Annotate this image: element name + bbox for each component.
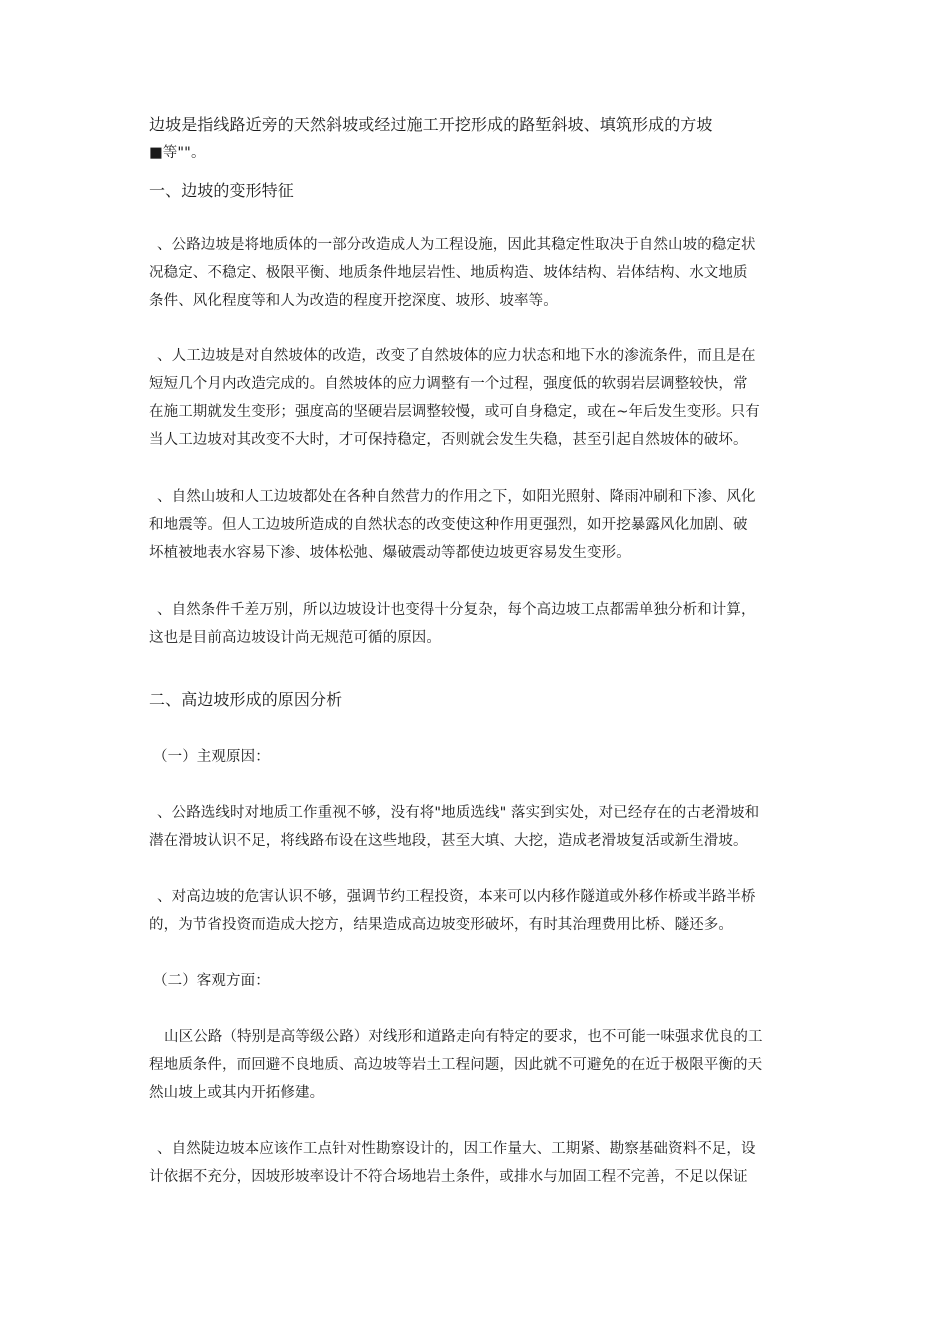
paragraph-line: 然山坡上或其内开拓修建。 <box>149 1085 325 1101</box>
paragraph-line: 和地震等。但人工边坡所造成的自然状态的改变使这种作用更强烈，如开挖暴露风化加剧、破 <box>149 517 748 533</box>
paragraph <box>149 799 809 855</box>
paragraph-line: 计依据不充分，因坡形坡率设计不符合场地岩土条件，或排水与加固工程不完善，不足以保证 <box>149 1169 748 1185</box>
paragraph-line: 山区公路（特别是高等级公路）对线形和道路走向有特定的要求，也不可能一味强求优良的工 <box>164 1029 763 1045</box>
intro-line: ■等""。 <box>149 145 206 161</box>
paragraph <box>149 596 809 652</box>
paragraph-line: 的，为节省投资而造成大挖方，结果造成高边坡变形破坏，有时其治理费用比桥、隧还多。 <box>149 917 733 933</box>
paragraph-line: 条件、风化程度等和人为改造的程度开挖深度、坡形、坡率等。 <box>149 293 558 309</box>
paragraph-line: 、公路边坡是将地质体的一部分改造成人为工程设施，因此其稳定性取决于自然山坡的稳定状 <box>157 237 756 253</box>
subsection-heading: （一）主观原因： <box>153 749 270 765</box>
paragraph-line: 、自然陡边坡本应该作工点针对性勘察设计的，因工作量大、工期紧、勘察基础资料不足，设 <box>157 1141 756 1157</box>
section-heading: 二、高边坡形成的原因分析 <box>149 690 343 709</box>
paragraph <box>149 231 809 315</box>
paragraph-line: 、自然山坡和人工边坡都处在各种自然营力的作用之下，如阳光照射、降雨冲刷和下渗、风化 <box>157 489 756 505</box>
intro-paragraph <box>149 111 809 167</box>
paragraph <box>149 1135 809 1191</box>
subsection-heading: （二）客观方面： <box>153 973 270 989</box>
paragraph-line: 、自然条件千差万别，所以边坡设计也变得十分复杂，每个高边坡工点都需单独分析和计算， <box>157 602 756 618</box>
paragraph-line: 况稳定、不稳定、极限平衡、地质条件地层岩性、地质构造、坡体结构、岩体结构、水文地质 <box>149 265 748 281</box>
paragraph-line: 、对高边坡的危害认识不够，强调节约工程投资，本来可以内移作隧道或外移作桥或半路半桥 <box>157 889 756 905</box>
paragraph-line: 程地质条件，而回避不良地质、高边坡等岩土工程问题，因此就不可避免的在近于极限平衡的天 <box>149 1057 763 1073</box>
paragraph <box>149 1023 809 1107</box>
paragraph <box>149 483 809 567</box>
paragraph-line: 短短几个月内改造完成的。自然坡体的应力调整有一个过程，强度低的软弱岩层调整较快，常 <box>149 376 748 392</box>
paragraph-line: 潜在滑坡认识不足，将线路布设在这些地段，甚至大填、大挖，造成老滑坡复活或新生滑坡。 <box>149 833 748 849</box>
paragraph-line: 、人工边坡是对自然坡体的改造，改变了自然坡体的应力状态和地下水的渗流条件，而且是在 <box>157 348 756 364</box>
paragraph <box>149 883 809 939</box>
section-heading: 一、边坡的变形特征 <box>149 181 294 200</box>
paragraph-line: 在施工期就发生变形；强度高的坚硬岩层调整较慢，或可自身稳定，或在~年后发生变形。只有 <box>149 404 760 420</box>
paragraph-line: 、公路选线时对地质工作重视不够，没有将"地质选线" 落实到实处，对已经存在的古老滑坡和 <box>157 805 760 821</box>
paragraph-line: 坏植被地表水容易下渗、坡体松弛、爆破震动等都使边坡更容易发生变形。 <box>149 545 631 561</box>
paragraph-line: 这也是目前高边坡设计尚无规范可循的原因。 <box>149 630 441 646</box>
paragraph <box>149 342 809 454</box>
paragraph-line: 当人工边坡对其改变不大时，才可保持稳定，否则就会发生失稳，甚至引起自然坡体的破坏。 <box>149 432 748 448</box>
intro-line: 边坡是指线路近旁的天然斜坡或经过施工开挖形成的路堑斜坡、填筑形成的方坡 <box>149 115 713 134</box>
